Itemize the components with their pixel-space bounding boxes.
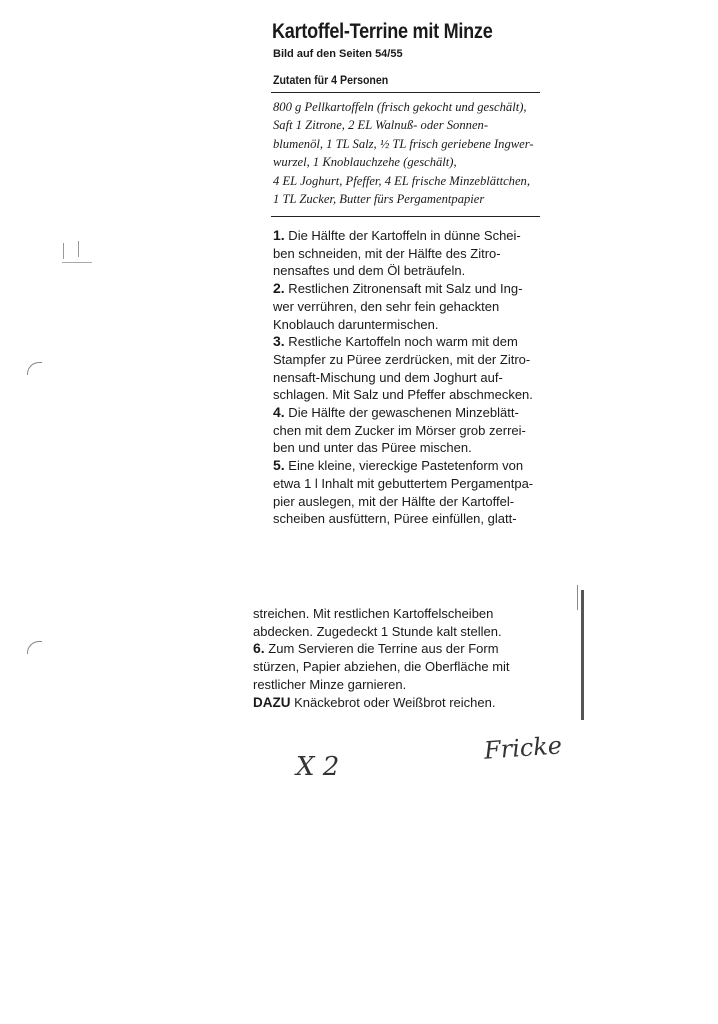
recipe-subtitle: Bild auf den Seiten 54/55 (273, 48, 403, 60)
step-text: restlicher Minze garnieren. (253, 676, 407, 692)
step-text: Knoblauch daruntermischen. (273, 316, 439, 332)
ingredient-line: 4 EL Joghurt, Pfeffer, 4 EL frische Minzeblättchen, (273, 173, 530, 188)
step-text: Die Hälfte der Kartoffeln in dünne Schei- (284, 228, 521, 243)
step-number: 2. (273, 280, 285, 297)
handwritten-name-note: Fricke (483, 731, 563, 765)
step-line (253, 676, 543, 694)
step-text: etwa 1 l Inhalt mit gebuttertem Pergamentpa- (273, 475, 534, 491)
punch-hole-mark (27, 641, 42, 654)
handwritten-count-note: X 2 (296, 752, 340, 782)
step-text: nensaft-Mischung und dem Joghurt auf- (273, 369, 503, 385)
step-line (273, 386, 548, 404)
step-number: 1. (273, 227, 285, 243)
step-text: abdecken. Zugedeckt 1 Stunde kalt stellen. (253, 623, 502, 639)
punch-hole-mark (27, 362, 42, 375)
step-line (253, 623, 543, 641)
step-text: ben schneiden, mit der Hälfte des Zitro- (273, 245, 501, 261)
step-number: 4. (273, 404, 285, 421)
step-line (273, 316, 548, 334)
step-line (273, 493, 548, 511)
step-line (253, 640, 543, 658)
step-line (273, 298, 548, 316)
step-text: stürzen, Papier abziehen, die Oberfläche mit (253, 659, 510, 675)
step-line (253, 658, 543, 676)
step-text: streichen. Mit restlichen Kartoffelscheiben (253, 606, 494, 621)
scan-margin-tick (577, 585, 578, 610)
step-line (273, 227, 548, 245)
scan-mark (63, 243, 64, 259)
step-text: pier auslegen, mit der Hälfte der Kartoffel- (273, 493, 515, 509)
step-text: wer verrühren, den sehr fein gehackten (273, 298, 500, 314)
step-number: 6. (253, 640, 265, 657)
step-line (273, 475, 548, 493)
scan-margin-line (581, 590, 584, 720)
step-text: chen mit dem Zucker im Mörser grob zerrei- (273, 422, 526, 438)
dazu-line (253, 694, 543, 712)
step-text: scheiben ausfüttern, Püree einfüllen, glatt- (273, 511, 517, 527)
ingredient-line: wurzel, 1 Knoblauchzehe (geschält), (273, 155, 457, 170)
ingredient-line: blumenöl, 1 TL Salz, ½ TL frisch geriebene Ingwer- (273, 136, 534, 151)
ingredient-line: 1 TL Zucker, Butter fürs Pergamentpapier (273, 192, 485, 207)
scan-mark (62, 262, 92, 263)
step-line (273, 369, 548, 387)
steps-column-2 (253, 605, 543, 711)
steps-column-1 (273, 227, 548, 528)
step-line (273, 245, 548, 263)
dazu-label: DAZU (253, 694, 291, 710)
step-number: 3. (273, 333, 285, 350)
step-text: Restliche Kartoffeln noch warm mit dem (284, 334, 518, 350)
step-line (273, 510, 548, 528)
ingredients-list (273, 98, 548, 208)
step-line (273, 280, 548, 298)
heading-rule (271, 92, 540, 93)
step-text: Stampfer zu Püree zerdrücken, mit der Zitro- (273, 351, 531, 367)
step-line (273, 457, 548, 475)
step-text: Zum Servieren die Terrine aus der Form (264, 641, 499, 657)
step-text: nensaftes und dem Öl beträufeln. (273, 263, 466, 279)
dazu-text: Knäckebrot oder Weißbrot reichen. (290, 694, 496, 710)
step-text: ben und unter das Püree mischen. (273, 440, 472, 456)
step-line (273, 439, 548, 457)
step-line (273, 333, 548, 351)
recipe-title: Kartoffel-Terrine mit Minze (272, 20, 493, 43)
ingredients-rule (271, 216, 540, 217)
step-line (273, 351, 548, 369)
step-number: 5. (273, 457, 285, 474)
scan-mark (78, 241, 79, 257)
step-text: Restlichen Zitronensaft mit Salz und Ing- (284, 281, 523, 297)
step-text: schlagen. Mit Salz und Pfeffer abschmecken. (273, 387, 533, 403)
step-line (253, 605, 543, 623)
step-text: Die Hälfte der gewaschenen Minzeblätt- (284, 405, 519, 421)
ingredient-line: Saft 1 Zitrone, 2 EL Walnuß- oder Sonnen- (273, 118, 489, 133)
ingredients-heading: Zutaten für 4 Personen (273, 75, 389, 87)
ingredient-line: 800 g Pellkartoffeln (frisch gekocht und geschält), (273, 100, 527, 114)
step-line (273, 422, 548, 440)
step-line (273, 404, 548, 422)
step-line (273, 262, 548, 280)
step-text: Eine kleine, viereckige Pastetenform von (284, 458, 524, 474)
